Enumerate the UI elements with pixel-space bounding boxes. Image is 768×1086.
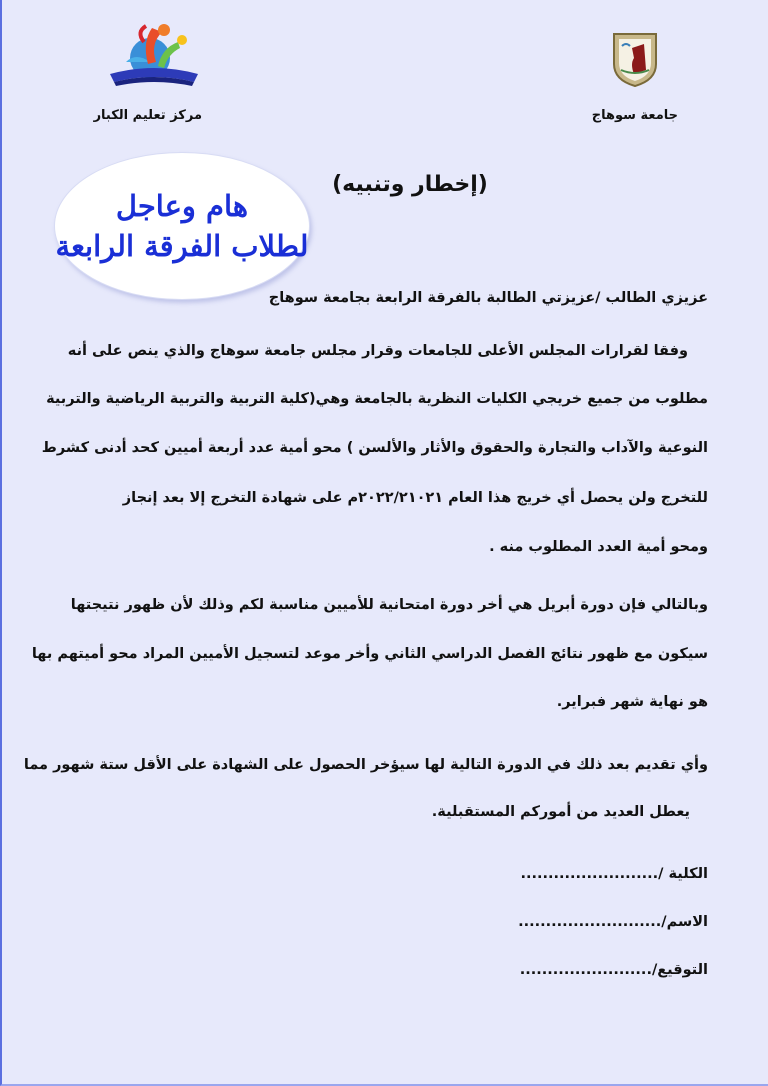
name-label: الاسم/ <box>661 914 708 930</box>
paragraph-3-line-2: يعطل العديد من أموركم المستقبلية. <box>431 804 690 820</box>
paragraph-1-line-4: للتخرج ولن يحصل أي خريج هذا العام ٢٠٢٢/٢١٠٢١م على شهادة التخرج إلا بعد إنجاز <box>122 490 708 506</box>
signature-field <box>520 962 708 978</box>
greeting: عزيزي الطالب /عزيزتي الطالبة بالفرقة الرابعة بجامعة سوهاج <box>268 290 708 306</box>
signature-label: التوقيع/ <box>651 962 708 978</box>
paragraph-2-line-2: سيكون مع ظهور نتائج الفصل الدراسي الثاني وأخر موعد لتسجيل الأميين المراد محو أميتهم بها <box>31 646 708 662</box>
signature-blank: ........................ <box>519 962 652 978</box>
paragraph-1-line-5: ومحو أمية العدد المطلوب منه . <box>489 539 708 555</box>
callout-line-1: هام وعاجل <box>115 189 249 223</box>
faculty-label: الكلية / <box>658 866 708 882</box>
adult-education-center-logo-icon <box>106 22 202 90</box>
paragraph-1-line-3: النوعية والآداب والتجارة والحقوق والأثار والألسن ) محو أمية عدد أربعة أميين كحد أدنى كشرط <box>41 440 708 456</box>
name-field <box>518 914 708 930</box>
faculty-blank: ......................... <box>520 866 659 882</box>
paragraph-2-line-3: هو نهاية شهر فبراير. <box>556 694 708 710</box>
paragraph-2-line-1: وبالتالي فإن دورة أبريل هي أخر دورة امتحانية للأميين مناسبة لكم وذلك لأن ظهور نتيجتها <box>70 597 708 613</box>
paragraph-3-line-1: وأي تقديم بعد ذلك في الدورة التالية لها سيؤخر الحصول على الشهادة على الأقل ستة شهور مما <box>23 757 708 773</box>
name-blank: .......................... <box>518 914 662 930</box>
sohag-university-caption: جامعة سوهاج <box>591 108 678 123</box>
callout-line-2: لطلاب الفرقة الرابعة <box>55 229 309 263</box>
urgent-notice-callout <box>54 152 310 300</box>
sohag-university-emblem-icon <box>610 30 660 88</box>
faculty-field <box>520 866 708 882</box>
page-title: (إخطار وتنبيه) <box>332 172 488 197</box>
paragraph-1-line-2: مطلوب من جميع خريجي الكليات النظرية بالجامعة وهي(كلية التربية والتربية الرياضية والتربية <box>46 391 708 407</box>
adult-education-center-caption: مركز تعليم الكبار <box>93 108 202 123</box>
paragraph-1-line-1: وفقا لقرارات المجلس الأعلى للجامعات وقرار مجلس جامعة سوهاج والذي ينص على أنه <box>67 343 688 359</box>
